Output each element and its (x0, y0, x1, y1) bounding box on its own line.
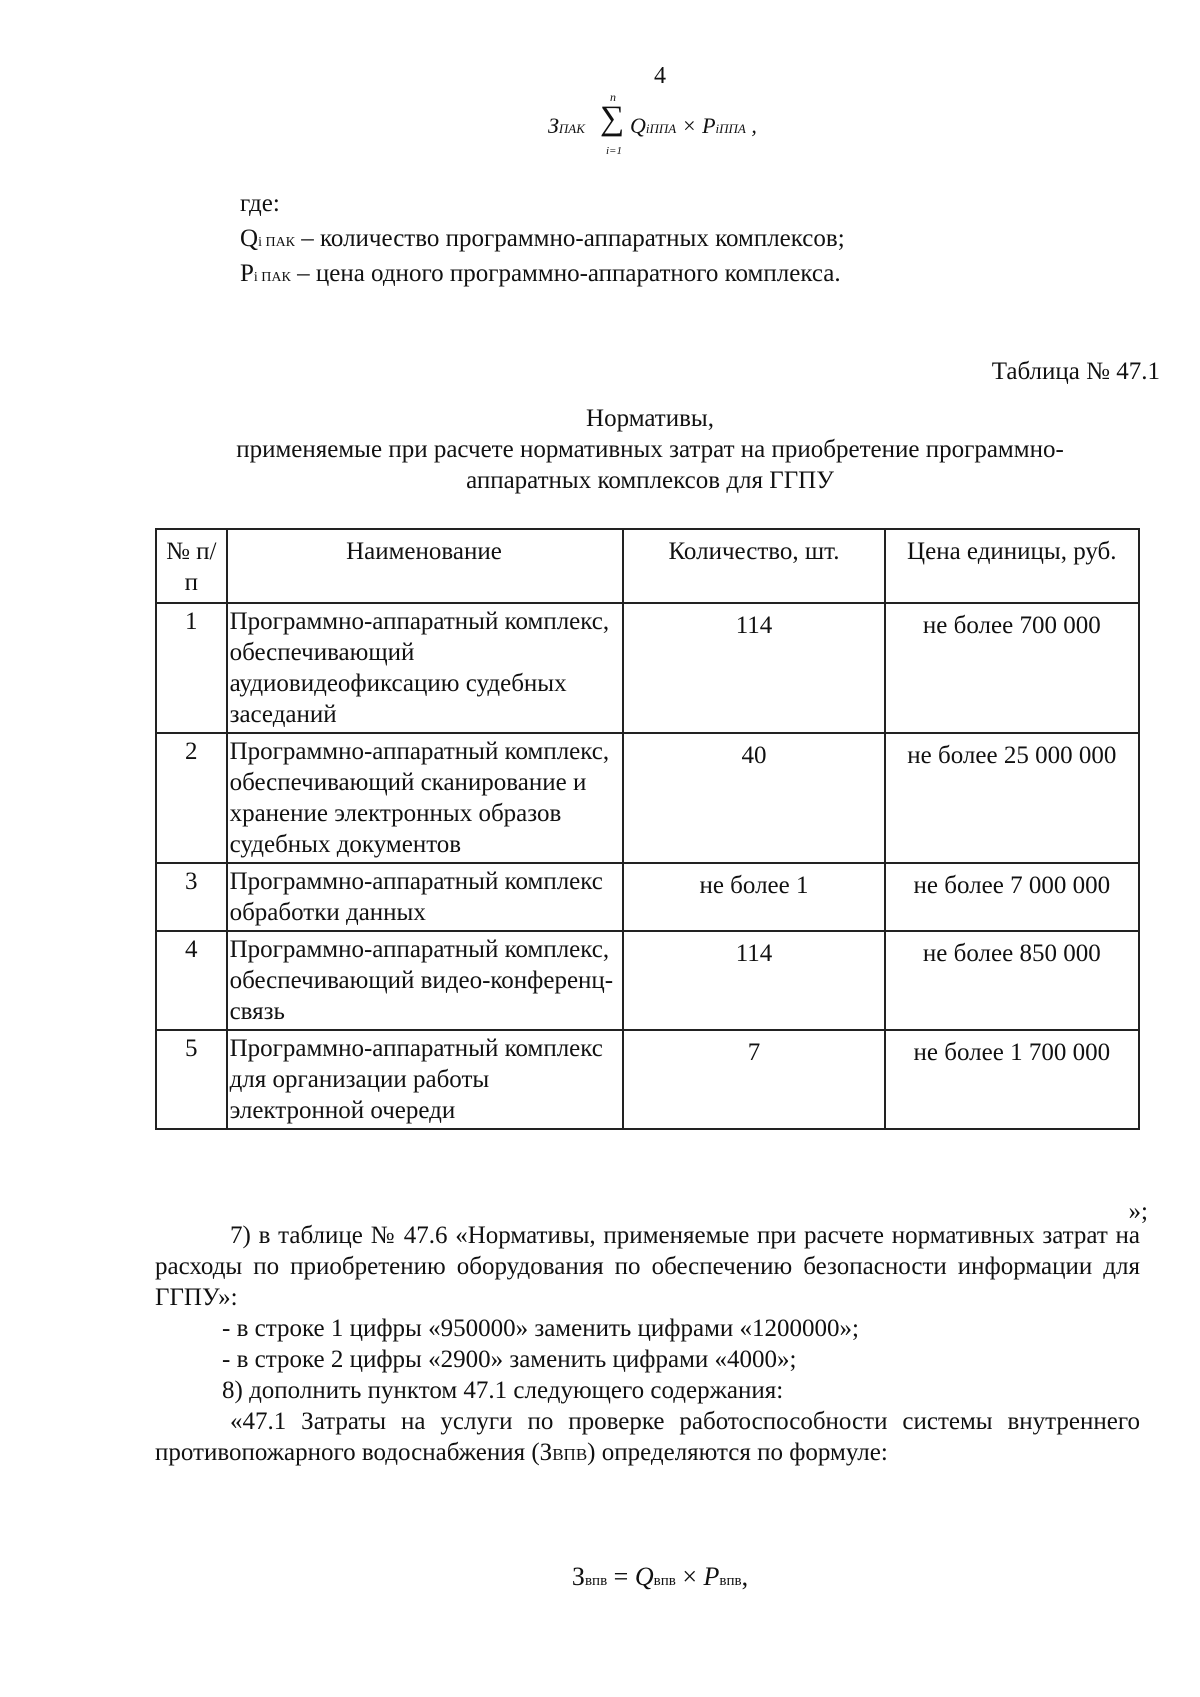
row-qty: 40 (623, 733, 884, 863)
sum-upper-limit: n (610, 90, 616, 104)
row-num: 5 (156, 1030, 227, 1129)
row-num: 4 (156, 931, 227, 1030)
header-price: Цена единицы, руб. (885, 529, 1139, 603)
table-row (156, 603, 1139, 733)
formula-body: QiППА × PiППА , (630, 113, 757, 138)
formula-lhs: ЗПАК (548, 113, 585, 138)
row-price: не более 25 000 000 (885, 733, 1139, 863)
row-qty: 114 (623, 931, 884, 1030)
header-qty: Количество, шт. (623, 529, 884, 603)
where-label: где: (240, 190, 280, 217)
top-formula (548, 90, 788, 160)
paragraph-47-1: «47.1 Затраты на услуги по проверке работоспособности системы внутреннего противопожарного водоснабжения (ЗВПВ) определяются по формуле: (155, 1408, 1140, 1466)
table-row (156, 931, 1139, 1030)
bottom-formula: Звпв = Qвпв × Pвпв, (571, 1562, 749, 1591)
row-price: не более 700 000 (885, 603, 1139, 733)
closing-quote: »; (1128, 1198, 1148, 1225)
row-qty: 114 (623, 603, 884, 733)
table-title-line: применяемые при расчете нормативных затрат на приобретение программно- (236, 436, 1064, 463)
header-num: № п/п (156, 529, 227, 603)
q-definition: Qi ПАК – количество программно-аппаратных комплексов; (240, 225, 845, 252)
row-name: Программно-аппаратный комплекс для организации работы электронной очереди (227, 1030, 624, 1129)
row-qty: 7 (623, 1030, 884, 1129)
paragraph-7: 7) в таблице № 47.6 «Нормативы, применяемые при расчете нормативных затрат на расходы по приобретению оборудования по обеспечению безопасности информации для ГГПУ»: (155, 1222, 1140, 1311)
table-row (156, 863, 1139, 931)
row-num: 3 (156, 863, 227, 931)
row-price: не более 1 700 000 (885, 1030, 1139, 1129)
amendment-item: - в строке 2 цифры «2900» заменить цифрами «4000»; (222, 1346, 797, 1373)
sum-lower-limit: i=1 (606, 145, 622, 157)
row-qty: не более 1 (623, 863, 884, 931)
p-definition: Pi ПАК – цена одного программно-аппаратного комплекса. (240, 260, 841, 287)
amendment-text (155, 1220, 1140, 1468)
definitions (240, 188, 1140, 293)
table-title (150, 403, 1150, 496)
row-name: Программно-аппаратный комплекс, обеспечивающий сканирование и хранение электронных образов судебных документов (227, 733, 624, 863)
table-title-line: Нормативы, (586, 405, 714, 432)
row-name: Программно-аппаратный комплекс обработки данных (227, 863, 624, 931)
sum-sign: ∑ (600, 100, 625, 137)
table-row (156, 733, 1139, 863)
table-header-row (156, 529, 1139, 603)
paragraph-8: 8) дополнить пунктом 47.1 следующего содержания: (222, 1377, 784, 1404)
table-number: Таблица № 47.1 (991, 358, 1160, 385)
row-price: не более 850 000 (885, 931, 1139, 1030)
table-title-line: аппаратных комплексов для ГГПУ (466, 467, 834, 494)
row-price: не более 7 000 000 (885, 863, 1139, 931)
row-name: Программно-аппаратный комплекс, обеспечивающий аудиовидеофиксацию судебных заседаний (227, 603, 624, 733)
table-row (156, 1030, 1139, 1129)
header-name: Наименование (227, 529, 624, 603)
amendment-item: - в строке 1 цифры «950000» заменить цифрами «1200000»; (222, 1315, 859, 1342)
row-name: Программно-аппаратный комплекс, обеспечивающий видео-конференц-связь (227, 931, 624, 1030)
norms-table (155, 528, 1140, 1130)
page-number: 4 (654, 63, 666, 89)
row-num: 1 (156, 603, 227, 733)
row-num: 2 (156, 733, 227, 863)
